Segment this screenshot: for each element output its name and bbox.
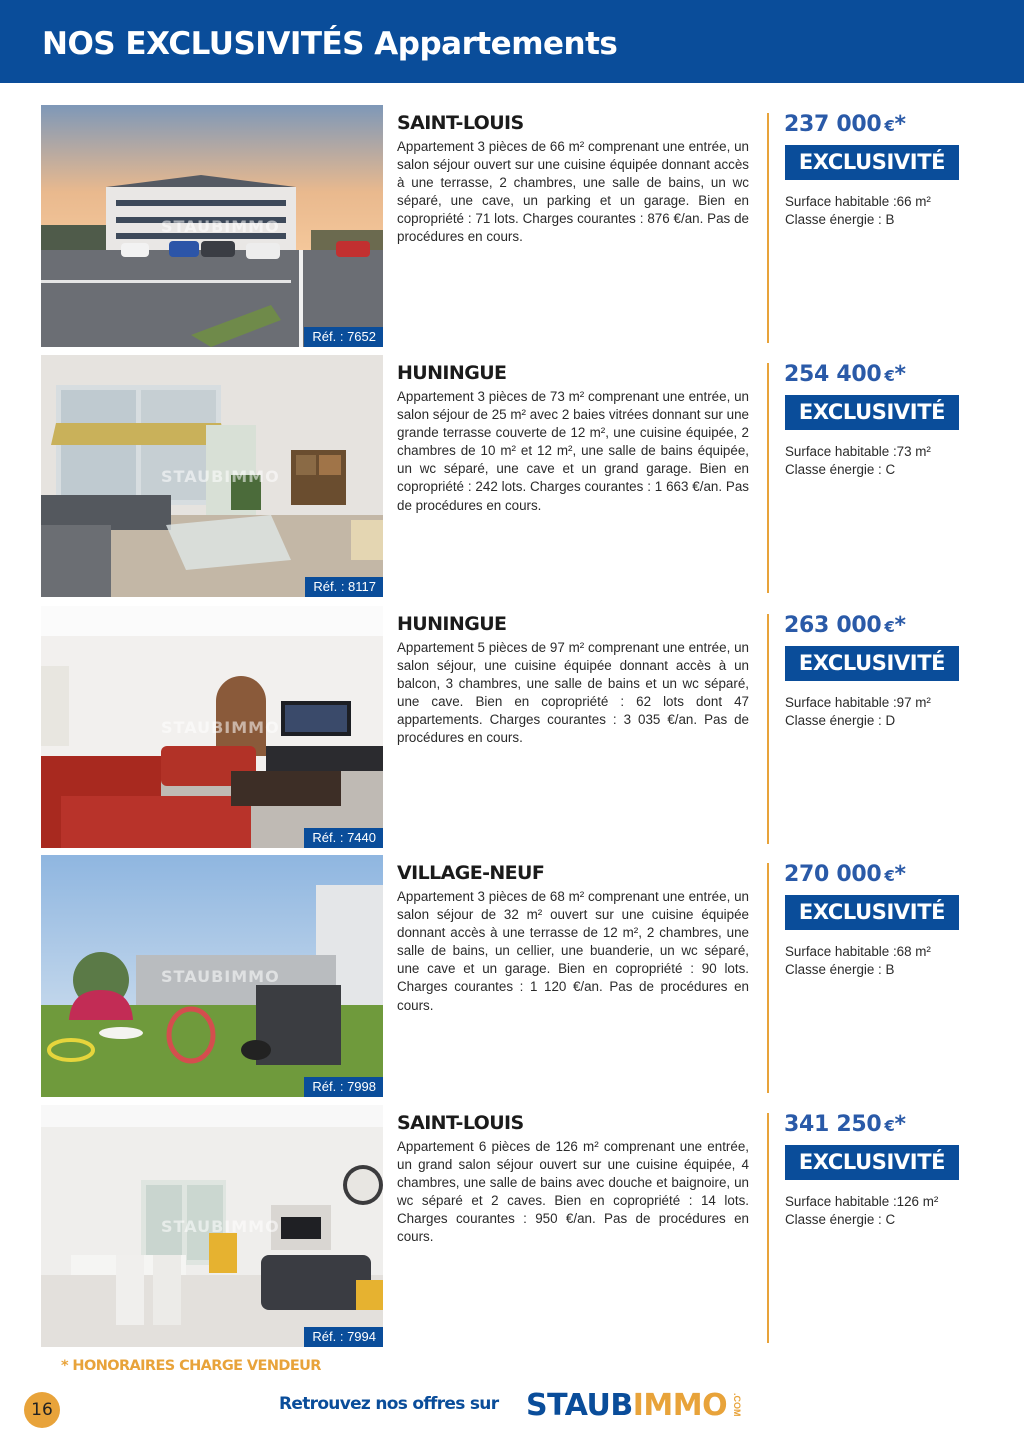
surface-info: Surface habitable :68 m² bbox=[785, 944, 931, 959]
divider bbox=[767, 363, 769, 593]
listing-photo[interactable] bbox=[41, 606, 383, 848]
brand-logo[interactable]: STAUBIMMO bbox=[526, 1388, 728, 1423]
listing-card[interactable] bbox=[0, 606, 1024, 848]
energy-class: Classe énergie : C bbox=[785, 462, 896, 477]
listing-city: VILLAGE-NEUF bbox=[397, 862, 545, 884]
footer-tagline: Retrouvez nos offres sur bbox=[279, 1394, 499, 1414]
reference-badge: Réf. : 7994 bbox=[304, 1327, 383, 1347]
reference-badge: Réf. : 8117 bbox=[305, 577, 383, 597]
exclusivity-badge: EXCLUSIVITÉ bbox=[785, 895, 959, 930]
watermark: STAUBIMMO bbox=[161, 1217, 280, 1236]
listing-price: 263 000 €* bbox=[784, 613, 906, 638]
reference-badge: Réf. : 7440 bbox=[304, 828, 383, 848]
listing-description: Appartement 3 pièces de 66 m² comprenant une entrée, un salon séjour ouvert sur une cuisine équipée donnant accès à une terrasse, 2 chambres, une salle de bains, un wc séparé, une cave, un parking et un garage. Bien en copropriété : 71 lots. Charges courantes : 876 €/an. Pas de procédures en cours. bbox=[397, 139, 749, 245]
surface-info: Surface habitable :97 m² bbox=[785, 695, 931, 710]
listing-photo[interactable] bbox=[41, 105, 383, 347]
listing-city: HUNINGUE bbox=[397, 362, 507, 384]
listing-price: 237 000 €* bbox=[784, 112, 906, 137]
listing-price: 341 250 €* bbox=[784, 1112, 906, 1137]
listing-photo[interactable] bbox=[41, 855, 383, 1097]
surface-info: Surface habitable :126 m² bbox=[785, 1194, 939, 1209]
listing-description: Appartement 6 pièces de 126 m² comprenant une entrée, un grand salon séjour ouvert sur une cuisine équipée, 4 chambres, une salle de bains avec douche et baignoire, un wc séparé et 2 caves. Bien en copropriété : 14 lots. Charges courantes : 950 €/an. Pas de procédures en cours. bbox=[397, 1139, 749, 1245]
page-title: NOS EXCLUSIVITÉS Appartements bbox=[42, 26, 618, 62]
listing-card[interactable] bbox=[0, 355, 1024, 597]
exclusivity-badge: EXCLUSIVITÉ bbox=[785, 646, 959, 681]
logo-domain-suffix: .COM bbox=[732, 1393, 742, 1417]
divider bbox=[767, 614, 769, 844]
reference-badge: Réf. : 7652 bbox=[304, 327, 383, 347]
listing-city: SAINT-LOUIS bbox=[397, 1112, 524, 1134]
listing-city: HUNINGUE bbox=[397, 613, 507, 635]
watermark: STAUBIMMO bbox=[161, 967, 280, 986]
listing-city: SAINT-LOUIS bbox=[397, 112, 524, 134]
listing-photo[interactable] bbox=[41, 1105, 383, 1347]
listing-card[interactable] bbox=[0, 105, 1024, 347]
listing-description: Appartement 3 pièces de 73 m² comprenant une entrée, un salon séjour de 25 m² avec 2 baies vitrées donnant sur une grande terrasse couverte de 12 m², une cuisine équipée, 2 chambres de 10 m² et 12 m², une salle de bains équipée, un wc séparé, une cave et un grand garage. Bien en copropriété : 242 lots. Charges courantes : 1 663 €/an. Pas de procédures en cours. bbox=[397, 389, 749, 513]
energy-class: Classe énergie : B bbox=[785, 212, 895, 227]
energy-class: Classe énergie : B bbox=[785, 962, 895, 977]
watermark: STAUBIMMO bbox=[161, 217, 280, 236]
energy-class: Classe énergie : D bbox=[785, 713, 896, 728]
reference-badge: Réf. : 7998 bbox=[304, 1077, 383, 1097]
exclusivity-badge: EXCLUSIVITÉ bbox=[785, 145, 959, 180]
page-number: 16 bbox=[24, 1392, 60, 1428]
exclusivity-badge: EXCLUSIVITÉ bbox=[785, 1145, 959, 1180]
exclusivity-badge: EXCLUSIVITÉ bbox=[785, 395, 959, 430]
divider bbox=[767, 113, 769, 343]
surface-info: Surface habitable :66 m² bbox=[785, 194, 931, 209]
fee-note: * HONORAIRES CHARGE VENDEUR bbox=[61, 1358, 321, 1374]
listing-price: 254 400 €* bbox=[784, 362, 906, 387]
surface-info: Surface habitable :73 m² bbox=[785, 444, 931, 459]
listing-price: 270 000 €* bbox=[784, 862, 906, 887]
energy-class: Classe énergie : C bbox=[785, 1212, 896, 1227]
listing-photo[interactable] bbox=[41, 355, 383, 597]
divider bbox=[767, 1113, 769, 1343]
listing-card[interactable] bbox=[0, 1105, 1024, 1347]
listing-description: Appartement 3 pièces de 68 m² comprenant une entrée, un salon séjour de 32 m² ouvert sur une cuisine équipée donnant accès à une terrasse de 12 m², 2 chambres, une salle de bains, un cellier, une buanderie, un wc séparé, une cave et un garage. Bien en copropriété : 90 lots. Charges courantes : 1 120 €/an. Pas de procédures en cours. bbox=[397, 889, 749, 1013]
listing-description: Appartement 5 pièces de 97 m² comprenant une entrée, un salon séjour, une cuisine équipée donnant accès à un balcon, 3 chambres, une salle de bains et un wc séparé, une cave. Bien en copropriété : 62 lots dont 47 appartements. Charges courantes : 3 035 €/an. Pas de procédures en cours. bbox=[397, 640, 749, 746]
divider bbox=[767, 863, 769, 1093]
page-header bbox=[0, 0, 1024, 83]
watermark: STAUBIMMO bbox=[161, 718, 280, 737]
watermark: STAUBIMMO bbox=[161, 467, 280, 486]
listing-card[interactable] bbox=[0, 855, 1024, 1097]
